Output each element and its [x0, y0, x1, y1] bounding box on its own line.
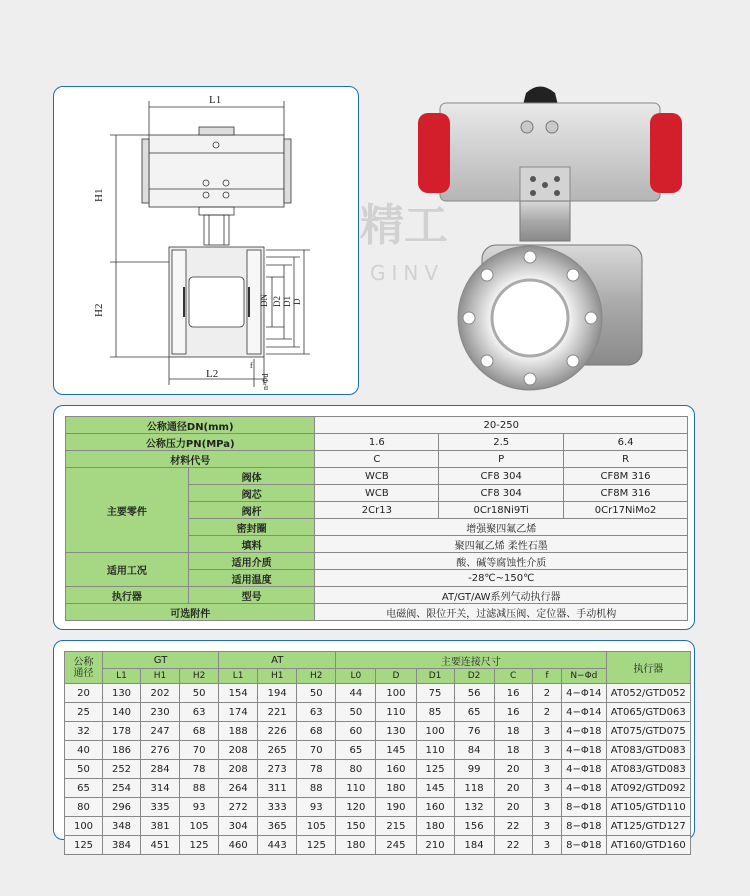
- table-cell: 50: [297, 684, 336, 703]
- table-cell: 125: [180, 836, 219, 855]
- table-cell: 80: [336, 760, 376, 779]
- table-cell: 100: [416, 722, 454, 741]
- table-cell: 365: [258, 817, 297, 836]
- table-cell: 2: [532, 684, 562, 703]
- table-cell: 44: [336, 684, 376, 703]
- table-cell: 110: [416, 741, 454, 760]
- table-cell: 16: [494, 684, 532, 703]
- table-cell: 208: [219, 741, 258, 760]
- table-cell: 22: [494, 817, 532, 836]
- table-cell: 184: [454, 836, 494, 855]
- packing-value: 聚四氟乙烯 柔性石墨: [315, 536, 688, 553]
- table-cell: 70: [180, 741, 219, 760]
- table-cell: AT052/GTD052: [606, 684, 690, 703]
- table-cell: 118: [454, 779, 494, 798]
- table-row: [65, 760, 691, 779]
- table-cell: 50: [65, 760, 103, 779]
- seal-value: 增强聚四氟乙烯: [315, 519, 688, 536]
- pn-label: 公称压力PN(MPa): [66, 434, 315, 451]
- table-cell: 3: [532, 779, 562, 798]
- table-cell: 76: [454, 722, 494, 741]
- table-cell: 65: [336, 741, 376, 760]
- table-cell: 8−Φ18: [562, 817, 606, 836]
- table-cell: 145: [376, 741, 416, 760]
- dimensions-panel: [53, 640, 695, 851]
- label-l1: L1: [209, 94, 222, 106]
- medium-label: 适用介质: [188, 553, 315, 570]
- table-cell: 3: [532, 836, 562, 855]
- table-cell: 314: [141, 779, 180, 798]
- table-cell: 130: [376, 722, 416, 741]
- table-cell: 65: [454, 703, 494, 722]
- table-row: [66, 417, 688, 434]
- table-row: [66, 434, 688, 451]
- table-cell: 296: [103, 798, 141, 817]
- table-cell: 208: [219, 760, 258, 779]
- temp-value: -28℃~150℃: [315, 570, 688, 587]
- table-cell: 245: [376, 836, 416, 855]
- table-cell: 88: [180, 779, 219, 798]
- table-row: [65, 722, 691, 741]
- table-cell: 132: [454, 798, 494, 817]
- table-cell: 335: [141, 798, 180, 817]
- sub-header-cell: H2: [297, 669, 336, 684]
- table-cell: 93: [297, 798, 336, 817]
- body-value: CF8M 316: [564, 468, 688, 485]
- table-cell: 56: [454, 684, 494, 703]
- table-cell: 125: [297, 836, 336, 855]
- product-photo: [360, 75, 720, 405]
- table-cell: 78: [180, 760, 219, 779]
- watermark-en: GINV: [370, 261, 445, 285]
- table-cell: 276: [141, 741, 180, 760]
- table-cell: AT083/GTD083: [606, 760, 690, 779]
- table-cell: 120: [336, 798, 376, 817]
- material-code: R: [564, 451, 688, 468]
- table-cell: 443: [258, 836, 297, 855]
- main-parts-label: 主要零件: [66, 468, 189, 553]
- table-cell: 145: [416, 779, 454, 798]
- table-cell: 8−Φ18: [562, 836, 606, 855]
- table-cell: 18: [494, 741, 532, 760]
- model-label: 型号: [188, 587, 315, 604]
- label-dn: DN: [259, 294, 269, 307]
- table-cell: 25: [65, 703, 103, 722]
- table-row: [65, 779, 691, 798]
- sub-header-cell: H1: [141, 669, 180, 684]
- table-cell: 68: [297, 722, 336, 741]
- body-value: WCB: [315, 468, 439, 485]
- table-cell: 100: [65, 817, 103, 836]
- table-cell: 311: [258, 779, 297, 798]
- table-cell: 226: [258, 722, 297, 741]
- table-row: [66, 451, 688, 468]
- accessories-value: 电磁阀、限位开关，过滤减压阀、定位器、手动机构: [315, 604, 688, 621]
- table-cell: 140: [103, 703, 141, 722]
- table-cell: 252: [103, 760, 141, 779]
- table-cell: 230: [141, 703, 180, 722]
- seal-label: 密封圈: [188, 519, 315, 536]
- sub-header-cell: L1: [219, 669, 258, 684]
- temp-label: 适用温度: [188, 570, 315, 587]
- stem-value: 2Cr13: [315, 502, 439, 519]
- table-cell: 202: [141, 684, 180, 703]
- table-cell: 78: [297, 760, 336, 779]
- core-value: WCB: [315, 485, 439, 502]
- pn-value: 1.6: [315, 434, 439, 451]
- table-cell: 4−Φ18: [562, 741, 606, 760]
- table-cell: 3: [532, 817, 562, 836]
- table-cell: 190: [376, 798, 416, 817]
- table-cell: AT083/GTD083: [606, 741, 690, 760]
- actuator-header: 执行器: [606, 652, 690, 684]
- table-cell: 4−Φ14: [562, 684, 606, 703]
- table-cell: AT105/GTD110: [606, 798, 690, 817]
- table-row: [66, 587, 688, 604]
- table-cell: 80: [65, 798, 103, 817]
- table-cell: 125: [416, 760, 454, 779]
- table-cell: 3: [532, 741, 562, 760]
- table-cell: 348: [103, 817, 141, 836]
- table-cell: 125: [65, 836, 103, 855]
- packing-label: 填料: [188, 536, 315, 553]
- table-row: [66, 604, 688, 621]
- table-cell: 105: [297, 817, 336, 836]
- body-label: 阀体: [188, 468, 315, 485]
- table-cell: 460: [219, 836, 258, 855]
- sub-header-cell: C: [494, 669, 532, 684]
- label-l2: L2: [206, 368, 219, 380]
- table-cell: 180: [336, 836, 376, 855]
- core-label: 阀芯: [188, 485, 315, 502]
- table-cell: AT065/GTD063: [606, 703, 690, 722]
- sub-header-cell: D: [376, 669, 416, 684]
- table-cell: 93: [180, 798, 219, 817]
- stem-label: 阀杆: [188, 502, 315, 519]
- table-cell: 75: [416, 684, 454, 703]
- medium-value: 酸、碱等腐蚀性介质: [315, 553, 688, 570]
- table-cell: 3: [532, 722, 562, 741]
- table-row: [65, 836, 691, 855]
- table-cell: 4−Φ14: [562, 703, 606, 722]
- table-cell: 384: [103, 836, 141, 855]
- valve-drawing: [54, 87, 360, 396]
- specs-table: [65, 416, 688, 621]
- table-cell: 63: [180, 703, 219, 722]
- table-cell: 4−Φ18: [562, 760, 606, 779]
- stem-value: 0Cr17NiMo2: [564, 502, 688, 519]
- table-cell: 3: [532, 760, 562, 779]
- table-cell: 254: [103, 779, 141, 798]
- table-cell: 188: [219, 722, 258, 741]
- dn-value: 20-250: [315, 417, 688, 434]
- table-cell: 8−Φ18: [562, 798, 606, 817]
- table-row: [65, 703, 691, 722]
- specs-panel: [53, 405, 695, 630]
- connection-header: 主要连接尺寸: [336, 652, 606, 669]
- table-cell: 60: [336, 722, 376, 741]
- table-cell: 22: [494, 836, 532, 855]
- table-cell: 68: [180, 722, 219, 741]
- stem-value: 0Cr18Ni9Ti: [439, 502, 564, 519]
- table-cell: AT075/GTD075: [606, 722, 690, 741]
- material-code: P: [439, 451, 564, 468]
- dn-header: 公称 通径: [65, 652, 103, 684]
- table-cell: 178: [103, 722, 141, 741]
- table-cell: 273: [258, 760, 297, 779]
- table-cell: 272: [219, 798, 258, 817]
- pn-value: 2.5: [439, 434, 564, 451]
- sub-header-cell: L0: [336, 669, 376, 684]
- label-d1: D1: [282, 296, 292, 307]
- label-d2: D2: [272, 296, 282, 307]
- label-d: D: [292, 298, 302, 305]
- table-cell: 221: [258, 703, 297, 722]
- table-cell: 194: [258, 684, 297, 703]
- model-value: AT/GT/AW系列气动执行器: [315, 587, 688, 604]
- body-value: CF8 304: [439, 468, 564, 485]
- label-nd: n-Φd: [261, 373, 270, 390]
- label-f: f: [250, 361, 253, 370]
- table-cell: AT092/GTD092: [606, 779, 690, 798]
- table-row: [65, 817, 691, 836]
- table-cell: 4−Φ18: [562, 779, 606, 798]
- sub-header-cell: f: [532, 669, 562, 684]
- table-cell: 150: [336, 817, 376, 836]
- table-cell: 50: [336, 703, 376, 722]
- table-cell: 180: [376, 779, 416, 798]
- table-cell: 20: [65, 684, 103, 703]
- table-cell: 284: [141, 760, 180, 779]
- table-cell: 215: [376, 817, 416, 836]
- table-cell: 65: [65, 779, 103, 798]
- table-cell: 451: [141, 836, 180, 855]
- table-row: [66, 468, 688, 485]
- sub-header-cell: D1: [416, 669, 454, 684]
- core-value: CF8M 316: [564, 485, 688, 502]
- table-cell: 40: [65, 741, 103, 760]
- conditions-label: 适用工况: [66, 553, 189, 587]
- valve-photo-illustration: [360, 75, 720, 405]
- table-cell: 174: [219, 703, 258, 722]
- table-cell: 50: [180, 684, 219, 703]
- table-cell: AT125/GTD127: [606, 817, 690, 836]
- dn-label: 公称通径DN(mm): [66, 417, 315, 434]
- label-h1: H1: [93, 188, 105, 202]
- table-cell: 160: [376, 760, 416, 779]
- table-cell: 265: [258, 741, 297, 760]
- table-cell: 20: [494, 779, 532, 798]
- sub-header-cell: L1: [103, 669, 141, 684]
- accessories-label: 可选附件: [66, 604, 315, 621]
- table-cell: 156: [454, 817, 494, 836]
- pn-value: 6.4: [564, 434, 688, 451]
- table-cell: 180: [416, 817, 454, 836]
- gt-header: GT: [103, 652, 219, 669]
- table-cell: 304: [219, 817, 258, 836]
- table-cell: 20: [494, 798, 532, 817]
- table-cell: 160: [416, 798, 454, 817]
- table-cell: 85: [416, 703, 454, 722]
- table-cell: 99: [454, 760, 494, 779]
- material-code-label: 材料代号: [66, 451, 315, 468]
- table-cell: 110: [376, 703, 416, 722]
- table-cell: 70: [297, 741, 336, 760]
- table-cell: 247: [141, 722, 180, 741]
- sub-header-cell: D2: [454, 669, 494, 684]
- table-cell: 100: [376, 684, 416, 703]
- table-cell: 88: [297, 779, 336, 798]
- table-row: [65, 741, 691, 760]
- watermark-cn: 精工: [360, 200, 448, 251]
- table-cell: 381: [141, 817, 180, 836]
- material-code: C: [315, 451, 439, 468]
- table-cell: 84: [454, 741, 494, 760]
- table-cell: AT160/GTD160: [606, 836, 690, 855]
- label-h2: H2: [93, 303, 105, 317]
- technical-drawing-panel: [53, 86, 359, 395]
- table-cell: 110: [336, 779, 376, 798]
- table-cell: 105: [180, 817, 219, 836]
- sub-header-cell: H1: [258, 669, 297, 684]
- table-cell: 264: [219, 779, 258, 798]
- table-cell: 154: [219, 684, 258, 703]
- table-cell: 333: [258, 798, 297, 817]
- table-cell: 32: [65, 722, 103, 741]
- table-row: [65, 798, 691, 817]
- at-header: AT: [219, 652, 336, 669]
- sub-header-cell: H2: [180, 669, 219, 684]
- sub-header-cell: N−Φd: [562, 669, 606, 684]
- header-row: [65, 652, 691, 669]
- table-cell: 63: [297, 703, 336, 722]
- table-cell: 186: [103, 741, 141, 760]
- table-cell: 3: [532, 798, 562, 817]
- core-value: CF8 304: [439, 485, 564, 502]
- table-cell: 2: [532, 703, 562, 722]
- table-row: [66, 553, 688, 570]
- table-row: [65, 684, 691, 703]
- table-cell: 16: [494, 703, 532, 722]
- table-cell: 130: [103, 684, 141, 703]
- table-cell: 210: [416, 836, 454, 855]
- dimensions-table: [64, 651, 691, 855]
- sub-header-row: [65, 669, 691, 684]
- table-cell: 4−Φ18: [562, 722, 606, 741]
- actuator-label: 执行器: [66, 587, 189, 604]
- table-cell: 18: [494, 722, 532, 741]
- table-cell: 20: [494, 760, 532, 779]
